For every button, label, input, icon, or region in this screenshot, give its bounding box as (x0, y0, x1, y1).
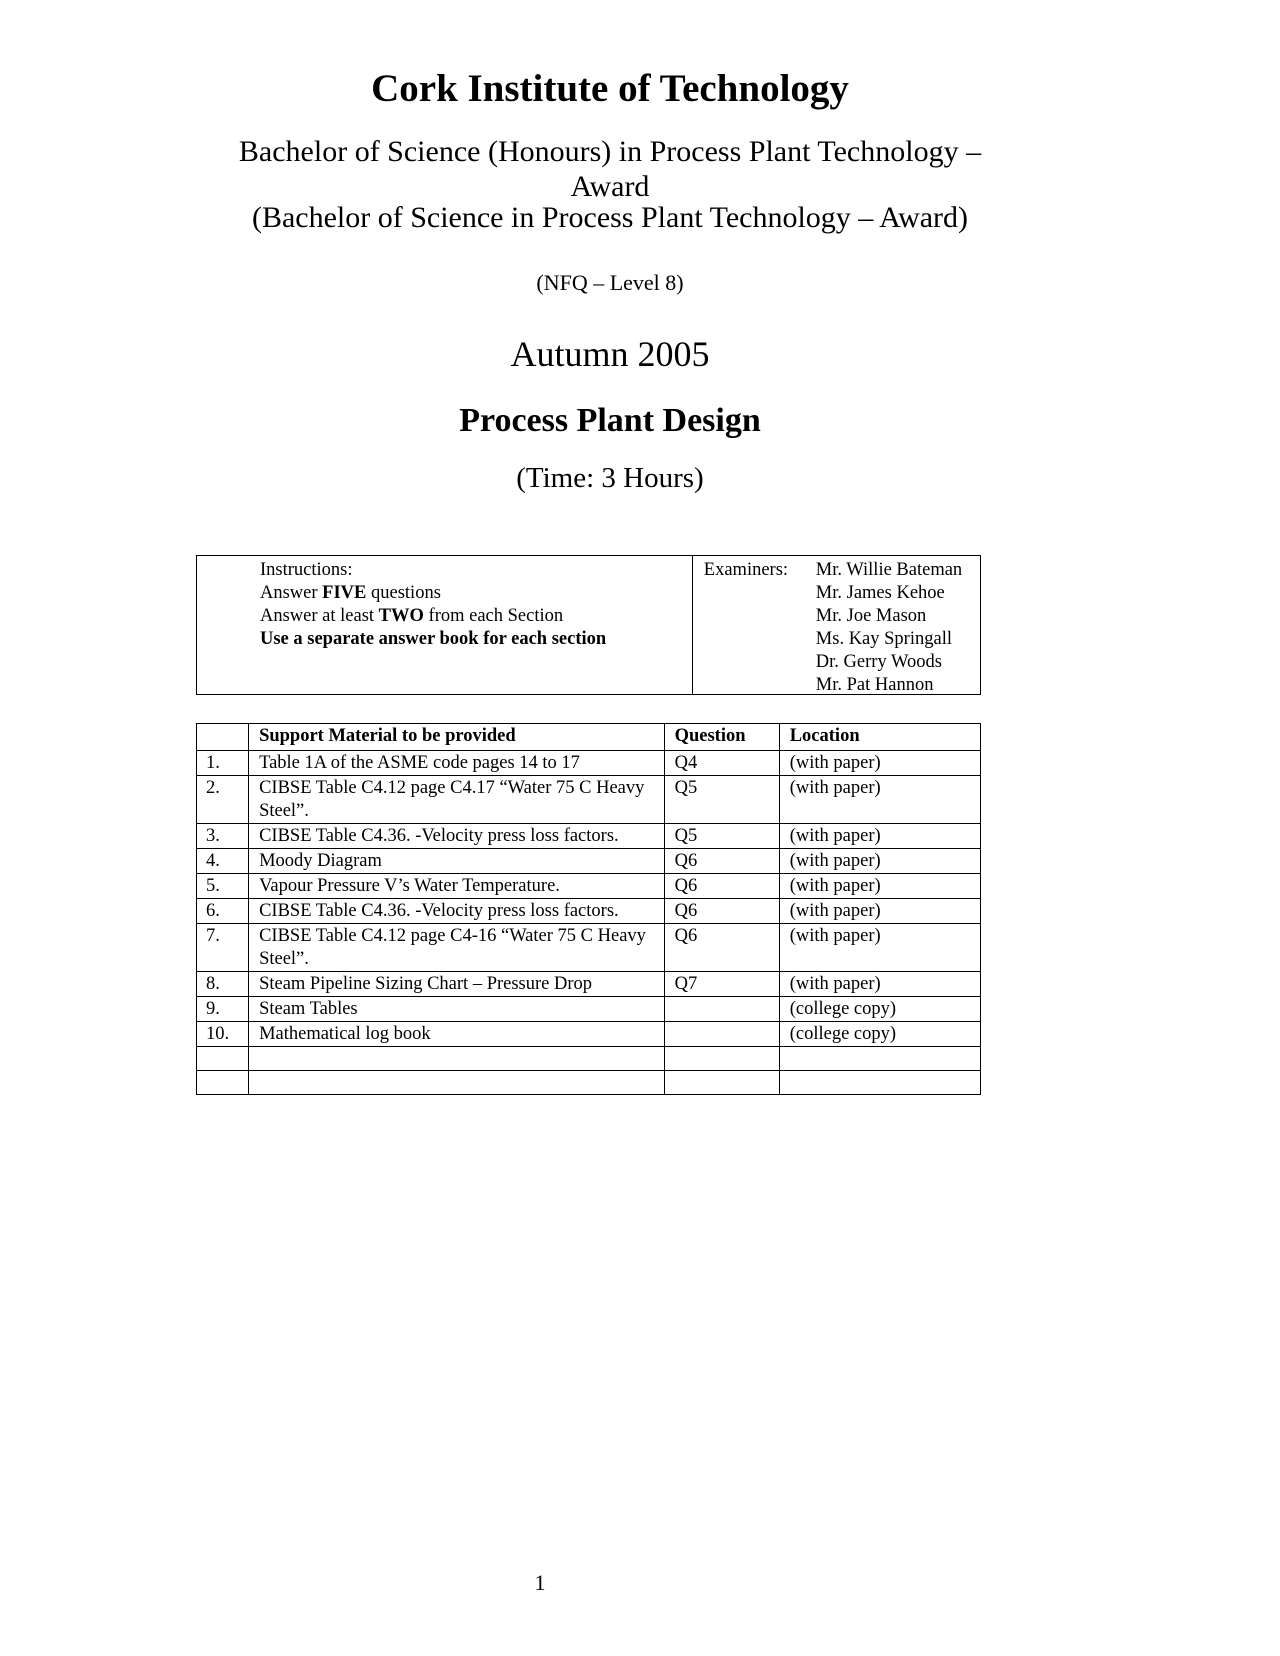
table-row: 2. CIBSE Table C4.12 page C4.17 “Water 75 C Heavy Steel”. Q5 (with paper) (197, 776, 981, 824)
table-row: 10. Mathematical log book (college copy) (197, 1022, 981, 1047)
table-row-empty (197, 1047, 981, 1071)
examiner-name: Mr. Willie Bateman (815, 560, 963, 580)
table-row: 6. CIBSE Table C4.36. -Velocity press loss factors. Q6 (with paper) (197, 899, 981, 924)
page-number: 1 (534, 1570, 546, 1595)
header-material: Support Material to be provided (249, 724, 665, 751)
instruction-line-3: Use a separate answer book for each section (260, 629, 607, 649)
table-row: 1. Table 1A of the ASME code pages 14 to 17 Q4 (with paper) (197, 751, 981, 776)
table-row: 5. Vapour Pressure V’s Water Temperature. Q6 (with paper) (197, 874, 981, 899)
table-row: 8. Steam Pipeline Sizing Chart – Pressure Drop Q7 (with paper) (197, 972, 981, 997)
degree-line-1: Bachelor of Science (Honours) in Process Plant Technology – (238, 135, 982, 168)
instructions-cell (197, 556, 693, 695)
table-row: 4. Moody Diagram Q6 (with paper) (197, 849, 981, 874)
table-row: 7. CIBSE Table C4.12 page C4-16 “Water 75 C Heavy Steel”. Q6 (with paper) (197, 924, 981, 972)
examiner-name: Mr. Pat Hannon (815, 675, 934, 695)
examiner-name: Ms. Kay Springall (815, 629, 952, 649)
exam-term: Autumn 2005 (510, 334, 710, 374)
table-row: 3. CIBSE Table C4.36. -Velocity press loss factors. Q5 (with paper) (197, 824, 981, 849)
header-question: Question (664, 724, 779, 751)
nfq-level: (NFQ – Level 8) (536, 270, 684, 295)
degree-title (0, 134, 1220, 204)
examiner-name: Mr. James Kehoe (815, 583, 945, 603)
institution-title: Cork Institute of Technology (371, 67, 849, 110)
instructions-table (196, 555, 981, 695)
support-material-table (196, 723, 981, 1095)
degree-line-2: Award (570, 170, 650, 203)
instruction-line-1: Answer FIVE questions (260, 583, 441, 603)
examiner-name: Dr. Gerry Woods (815, 652, 942, 672)
examiners-cell (692, 556, 980, 695)
examiner-name: Mr. Joe Mason (815, 606, 927, 626)
table-row-empty (197, 1071, 981, 1095)
instructions-heading: Instructions: (260, 560, 353, 580)
table-row: 9. Steam Tables (college copy) (197, 997, 981, 1022)
examiners-label: Examiners: (703, 560, 789, 580)
examiners-list (816, 559, 962, 697)
subject-title: Process Plant Design (459, 402, 761, 439)
degree-alt-title: (Bachelor of Science in Process Plant Technology – Award) (251, 201, 969, 234)
table-header-row (197, 724, 981, 751)
instruction-line-2: Answer at least TWO from each Section (260, 606, 564, 626)
exam-duration: (Time: 3 Hours) (516, 462, 704, 494)
header-location: Location (779, 724, 980, 751)
